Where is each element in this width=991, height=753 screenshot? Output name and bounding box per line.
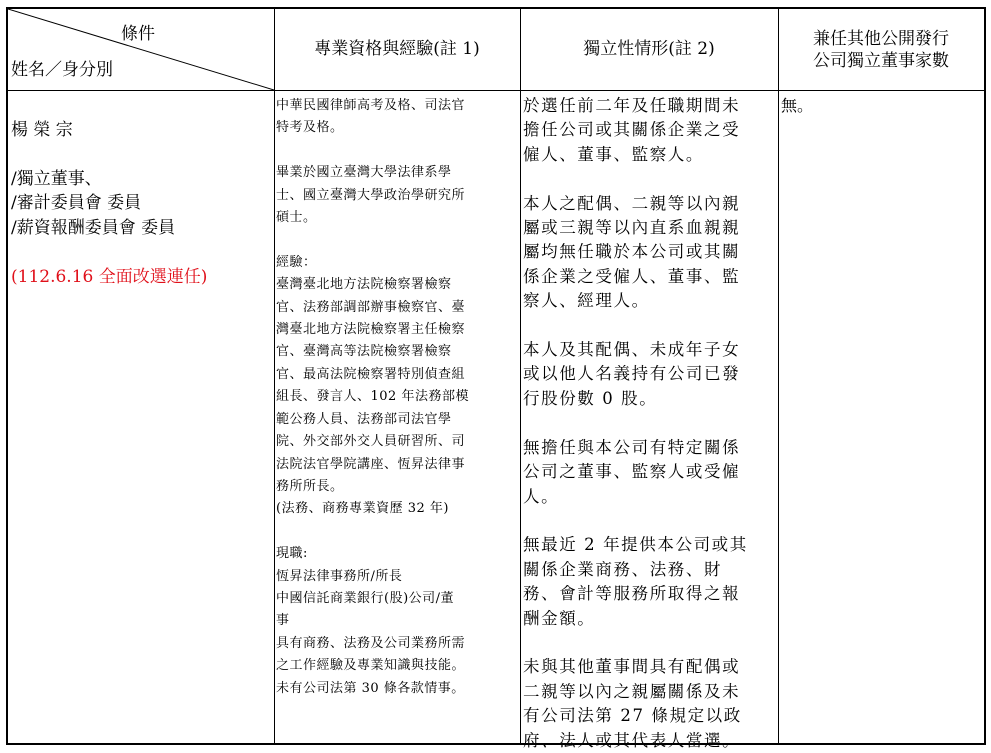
column-divider xyxy=(778,9,779,743)
reelection-note: (112.6.16 全面改選連任) xyxy=(11,266,208,287)
other-companies-header: 兼任其他公開發行 公司獨立董事家數 xyxy=(813,29,949,71)
independence-cell: 於選任前二年及任職期間未 擔任公司或其關係企業之受 僱人、董事、監察人。 本人之配偶、二親等以內親 屬或三親等以內直系血親親 屬均無任職於本公司或其關 係企業之受僱人、董事、監 察人、經理人。 本人及其配偶、未成年子女 或以他人名義持有公司已發 行股份數 0 股。 無擔任與本公司有特定關係 公司之董事、監察人或受僱 人。 無最近 2 年提供本公司或其 關係企業商務、法務、財 務、會計等服務所取得之報 酬金額。 未與其他董事間具有配偶或 二親等以內之親屬關係及未 有公司法第 27 條規定以政 府、法人或其代表人當選。 xyxy=(523,96,748,750)
column-divider xyxy=(274,9,275,743)
director-table xyxy=(6,7,986,750)
name-identity-label: 姓名／身分別 xyxy=(11,60,113,80)
other-companies-cell: 無。 xyxy=(781,96,814,115)
director-name: 楊 榮 宗 xyxy=(11,119,73,140)
qualifications-header: 專業資格與經驗(註 1) xyxy=(314,39,480,59)
director-roles: /獨立董事、 /審計委員會 委員 /薪資報酬委員會 委員 xyxy=(11,168,176,238)
director-name-cell xyxy=(11,93,271,314)
column-divider xyxy=(520,9,521,743)
condition-label: 條件 xyxy=(121,24,155,44)
qualifications-cell: 中華民國律師高考及格、司法官 特考及格。 畢業於國立臺灣大學法律系學 士、國立臺灣大學政治學研究所 碩士。 經驗： 臺灣臺北地方法院檢察署檢察 官、法務部調部辦事檢察官、臺 灣臺北地方法院檢察署主任檢察 官、臺灣高等法院檢察署檢察 官、最高法院檢察署特別偵查組 組長、發言人、102 年法務部模 範公務人員、法務部司法官學 院、外交部外交人員研習所、司 法院法官學院講座、恆昇法律事 務所所長。 (法務、商務專業資歷 32 年) 現職: 恆昇法律事務所/所長 中國信託商業銀行(股)公司/董 事 具有商務、法務及公司業務所需 之工作經驗及專業知識與技能。 未有公司法第 30 條各款情事。 xyxy=(276,98,469,696)
independence-header: 獨立性情形(註 2) xyxy=(583,39,715,59)
